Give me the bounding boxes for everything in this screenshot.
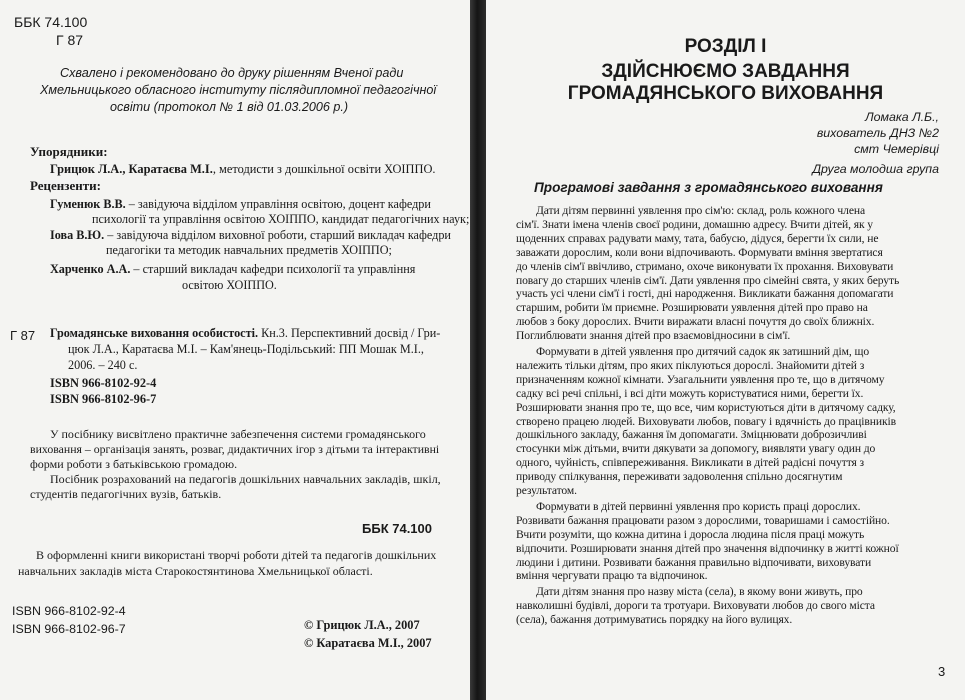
para-2-line-10: приводу спілкування, переживати задоволення спільно досягнутим bbox=[516, 470, 843, 484]
design-note-line-1: В оформленні книги використані творчі роботи дітей та педагогів дошкільних bbox=[36, 548, 437, 562]
reviewer-3: Харченко А.А. – старший викладач кафедри психології та управління bbox=[50, 262, 416, 276]
reviewer-1: Гуменюк В.В. – завідуюча відділом управління освітою, доцент кафедри bbox=[50, 197, 431, 211]
para-1-line-7: участь усі члени сім'ї і гості, дні народження. Викликати бажання допомагати bbox=[516, 287, 894, 301]
para-2-line-1: Формувати в дітей уявлення про дитячий садок як затишний дім, що bbox=[536, 345, 870, 358]
isbn-1: ISBN 966-8102-92-4 bbox=[50, 376, 157, 390]
para-2-line-9: одного, чуйність, співпереживання. Викликати в дітей радісні почуття з bbox=[516, 456, 865, 470]
para-3-line-5: людини і дитини. Розвивати бажання правильно відпочивати, виховувати bbox=[516, 555, 872, 569]
group-label: Друга молодша група bbox=[812, 162, 939, 176]
abstract-line-1: У посібнику висвітлено практичне забезпечення системи громадянського bbox=[50, 427, 426, 441]
chapter-title-1: ЗДІЙСНЮЄМО ЗАВДАННЯ bbox=[601, 61, 850, 82]
para-2-line-7: дошкільного закладу, бажання їм допомагати. Зміцнювати доброзичливі bbox=[516, 428, 867, 442]
chapter-title-2: ГРОМАДЯНСЬКОГО ВИХОВАННЯ bbox=[567, 83, 884, 104]
section-subtitle: Програмові завдання з громадянського виховання bbox=[534, 180, 883, 195]
abstract-line-3: форми роботи з батьківською громадою. bbox=[30, 457, 238, 471]
page-number: 3 bbox=[938, 664, 946, 679]
approval-line-3: освіти (протокол № 1 від 01.03.2006 р.) bbox=[110, 100, 349, 114]
compilers-line: Грицюк Л.А., Каратаєва М.І., методисти з дошкільної освіти ХОІППО. bbox=[50, 162, 436, 176]
book-spine bbox=[470, 0, 486, 700]
bbk-index-bottom: ББК 74.100 bbox=[362, 521, 432, 536]
para-4-line-3: (села), бажання дотримуватись порядку на його вулицях. bbox=[516, 613, 793, 627]
para-1-line-6: повагу до старших членів сім'ї. Дати уявлення про сімейні свята, у яких беруть bbox=[516, 273, 900, 287]
para-3-line-4: відпочити. Розширювати знання дітей про значення відпочинку в житті кожної bbox=[516, 541, 899, 555]
para-2-line-6: створено працею людей. Виховувати любов, повагу і вдячність до працівників bbox=[516, 414, 897, 428]
para-3-line-1: Формувати в дітей первинні уявлення про користь праці дорослих. bbox=[536, 499, 861, 513]
reviewer-3-cont: освітою ХОІППО. bbox=[182, 278, 277, 292]
para-1-line-2: сім'ї. Знати імена членів своєї родини, домашню адресу. Вчити дітей, як у bbox=[516, 217, 873, 231]
author-name: Ломака Л.Б., bbox=[865, 110, 939, 124]
compilers-label: Упорядники: bbox=[30, 144, 108, 159]
isbn-bottom-2: ISBN 966-8102-96-7 bbox=[12, 622, 126, 636]
catalog-entry-cont-2: 2006. – 240 с. bbox=[68, 358, 138, 372]
para-3-line-3: Вчити розуміти, що кожна дитина і доросла людина після праці можуть bbox=[516, 527, 865, 541]
para-1-line-3: щоденних справах радувати маму, тата, бабусю, дідуся, берегти їх сили, не bbox=[516, 231, 879, 245]
para-3-line-6: вміння чергувати працю та відпочинок. bbox=[516, 569, 708, 583]
para-3-line-2: Розвивати бажання працювати разом з дорослими, товаришами і самостійно. bbox=[516, 513, 890, 527]
para-1-line-9: любов з боку дорослих. Вчити виражати власні почуття до своїх ближніх. bbox=[516, 315, 875, 329]
reviewer-1-cont: психології та управління освітою ХОІППО, кандидат педагогічних наук; bbox=[92, 212, 470, 226]
reviewer-2-cont: педагогіки та методик навчальних предметів ХОІППО; bbox=[106, 243, 392, 257]
author-location: смт Чемерівці bbox=[854, 142, 939, 156]
para-2-line-3: призначенням кожної кімнати. Узагальнити уявлення про те, що в дитячому bbox=[516, 372, 885, 386]
isbn-2: ISBN 966-8102-96-7 bbox=[50, 392, 157, 406]
copyright-2: © Каратаєва М.І., 2007 bbox=[304, 636, 432, 650]
catalog-entry: Громадянське виховання особистості. Кн.3. Перспективний досвід / Гри- bbox=[50, 326, 441, 340]
reviewers-label: Рецензенти: bbox=[30, 178, 101, 193]
author-mark-catalog: Г 87 bbox=[10, 328, 36, 343]
bbk-index-top: ББК 74.100 bbox=[14, 14, 88, 30]
para-4-line-1: Дати дітям знання про назву міста (села), в якому вони живуть, про bbox=[536, 585, 863, 599]
abstract-line-5: студентів педагогічних вузів, батьків. bbox=[30, 487, 222, 501]
para-1-line-5: до членів сім'ї ввічливо, стримано, охоче виконувати їх прохання. Виховувати bbox=[516, 259, 894, 273]
design-note-line-2: навчальних закладів міста Старокостянтинова Хмельницької області. bbox=[18, 564, 373, 578]
left-page bbox=[0, 0, 470, 700]
section-heading: РОЗДІЛ І bbox=[684, 36, 767, 57]
para-2-line-5: Розширювати знання про те, що все, чим користуються діти в дитячому садку, bbox=[516, 400, 896, 414]
right-page bbox=[486, 0, 965, 700]
isbn-bottom-1: ISBN 966-8102-92-4 bbox=[12, 604, 126, 618]
catalog-entry-cont-1: цюк Л.А., Каратаєва М.І. – Кам'янець-Подільський: ПП Мошак М.І., bbox=[68, 342, 424, 356]
author-mark-top: Г 87 bbox=[56, 32, 84, 48]
reviewer-2: Іова В.Ю. – завідуюча відділом виховної роботи, старший викладач кафедри bbox=[50, 228, 451, 242]
abstract-line-4: Посібник розрахований на педагогів дошкільних навчальних закладів, шкіл, bbox=[50, 472, 441, 486]
para-2-line-8: стосунки між дітьми, вчити дякувати за допомогу, виявляти увагу один до bbox=[516, 442, 876, 456]
para-2-line-11: результатом. bbox=[516, 484, 577, 497]
copyright-1: © Грицюк Л.А., 2007 bbox=[304, 618, 420, 632]
approval-line-1: Схвалено і рекомендовано до друку рішенням Вченої ради bbox=[60, 66, 404, 80]
para-4-line-2: навколишні будівлі, дороги та тротуари. Виховувати любов до свого міста bbox=[516, 599, 875, 613]
para-2-line-4: садку всі речі спільні, і всі діти можуть користуватися ними, берегти їх. bbox=[516, 386, 864, 400]
para-1-line-1: Дати дітям первинні уявлення про сім'ю: склад, роль кожного члена bbox=[536, 204, 866, 217]
author-position: вихователь ДНЗ №2 bbox=[816, 126, 939, 140]
abstract-line-2: виховання – організація занять, розваг, дидактичних ігор з дітьми та інтерактивні bbox=[30, 442, 440, 456]
approval-line-2: Хмельницького обласного інституту післядипломної педагогічної bbox=[40, 83, 437, 97]
para-1-line-8: старшим, робити їм приємне. Розширювати уявлення дітей про право на bbox=[516, 301, 868, 315]
para-1-line-4: заважати дорослим, коли вони відпочивають. Формувати вміння звертатися bbox=[516, 245, 883, 259]
para-1-line-10: Поглиблювати знання дітей про взаємовідносини в сім'ї. bbox=[516, 329, 791, 343]
para-2-line-2: належить тільки дітям, про яких піклуються дорослі. Знайомити дітей з bbox=[516, 358, 865, 372]
